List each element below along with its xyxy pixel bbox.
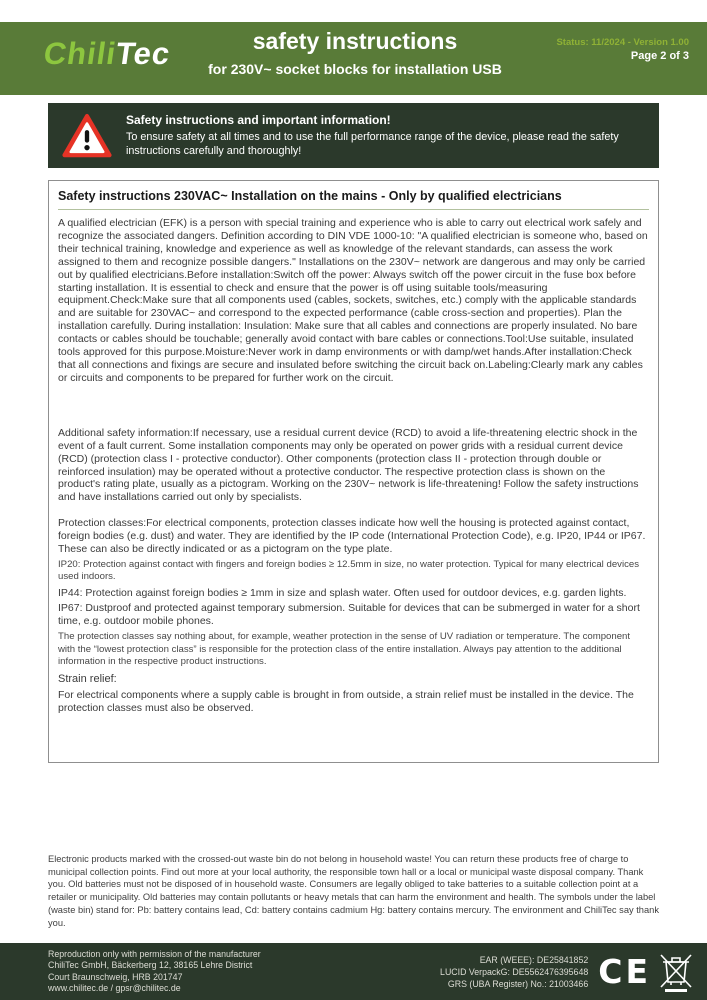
footer-bar <box>0 943 707 1000</box>
disposal-note: Electronic products marked with the crossed-out waste bin do not belong in household waste! You can return these products free of charge to municipal collection points. Find out more at your local authority, the responsible town hall or a local or municipal waste disposal company. Thank you. Old batteries must not be disposed of in household waste. Consumers are legally obliged to take batteries to a suitable collection point at a retailer or municipality. Old batteries may contain pollutants or heavy metals that can harm the environment and health. The symbols under the label (waste bin) stand for: Pb: battery contains lead, Cd: battery contains cadmium Hg: battery contains mercury. The environment and ChiliTec say thank you. <box>48 854 659 928</box>
page-number: Page 2 of 3 <box>630 50 689 62</box>
ip20-paragraph: IP20: Protection against contact with fingers and foreign bodies ≥ 12.5mm in size, no water protection. Typical for many electrical devices used indoors. <box>58 558 640 583</box>
logo-text-white: Tec <box>113 36 173 71</box>
chilitec-logo <box>42 38 173 69</box>
ce-mark-icon: CE <box>598 952 651 991</box>
registration-info <box>440 954 588 990</box>
strain-relief-paragraph: For electrical components where a supply cable is brought in from outside, a strain relief must be installed in the device. The protection classes must also be observed. <box>58 689 634 714</box>
safety-content-box <box>48 180 659 763</box>
manufacturer-info <box>48 949 261 995</box>
title-block <box>180 26 530 79</box>
header-bar <box>0 22 707 95</box>
strain-relief-label: Strain relief: <box>58 673 117 686</box>
logo-text-green: Chili <box>41 36 119 71</box>
heading-divider <box>58 209 649 210</box>
page-subtitle: for 230V~ socket blocks for installation USB <box>208 61 502 77</box>
protection-note-paragraph: The protection classes say nothing about, for example, weather protection in the sense of UV radiation or temperature. The component with the “lowest protection class” is responsible for the protection class of the entire installation. Always pay attention to the additional information in the respective product instructions. <box>58 631 631 667</box>
electrician-paragraph: A qualified electrician (EFK) is a person with special training and experience who is able to carry out electrical work safely and recognize the associated dangers. Definition according to DIN VDE 1000-10: "A qualified electrician is someone who, based on their technical training, knowledge and experience as well as knowledge of the relevant standards, can assess the work assigned to them and recognize possible dangers." Installations on the 230V~ network are dangerous and may only be carried out by qualified electricians.Before installation:Switch off the power: Always switch off the power circuit in the fuse box before starting installation. It is essential to check and ensure that the power is off using suitable tools/measuring equipment.Check:Make sure that all components used (cables, sockets, switches, etc.) comply with the applicable standards and are suitable for 230VAC~ and correspond to the expected performance (cable cross-section and properties). Plan the installation carefully. During installation: Insulation: Make sure that all cables and connections are properly insulated. No bare contacts or cables should be touchable; generally avoid contact with bare cables or connections.Tool:Use suitable, insulated tools approved for this purpose.Moisture:Never work in damp environments or with damp/wet hands.After installation:Check that all connections and fixings are secure and insulated before switching the circuit back on.Labeling:Clearly mark any cables or circuits and components to be prepared for further work on the circuit. <box>58 217 648 384</box>
ip67-paragraph: IP67: Dustproof and protected against temporary submersion. Suitable for devices that can be submerged in water for a short time, e.g. outdoor mobile phones. <box>58 602 640 628</box>
protection-classes-paragraph: Protection classes:For electrical components, protection classes indicate how well the housing is protected against contact, foreign bodies (e.g. dust) and water. They are identified by the IP code (International Protection Code), e.g. IP20, IP44 or IP67. These can also be directly indicated or as a pictogram on the type plate. <box>58 517 646 556</box>
footer-line-reproduction: Reproduction only with permission of the manufacturer <box>48 948 261 959</box>
certification-icons <box>598 950 693 994</box>
footer-line-ear: EAR (WEEE): DE25841852 <box>479 954 589 965</box>
weee-crossed-bin-icon <box>659 950 693 994</box>
footer-line-court: Court Braunschweig, HRB 201747 <box>48 971 183 982</box>
footer-line-company: ChiliTec GmbH, Bäckerberg 12, 38165 Lehre District <box>48 960 253 971</box>
page-title: safety instructions <box>252 28 458 54</box>
additional-safety-paragraph: Additional safety information:If necessary, use a residual current device (RCD) to avoid a life-threatening electric shock in the event of a fault current. Some installation components may only be operated on power grids with a residual current device (RCD) (protection class I - protective conductor). Other components (protection class II - protection through double or reinforced insulation) may be operated without a protective conductor. The respective protection class is shown on the product's rating plate, usually as a pictogram. Working on the 230V~ network is life-threatening! Follow the safety instructions and have installations carried out only by specialists. <box>58 426 639 504</box>
footer-line-grs: GRS (UBA Register) No.: 21003466 <box>447 978 589 989</box>
warning-banner <box>48 103 659 168</box>
warning-body: To ensure safety at all times and to use the full performance range of the device, please read the safety instructions carefully and thoroughly! <box>126 131 619 157</box>
warning-text <box>126 113 645 158</box>
ip44-paragraph: IP44: Protection against foreign bodies ≥ 1mm in size and splash water. Often used for outdoor devices, e.g. garden lights. <box>58 586 627 599</box>
footer-line-lucid: LUCID VerpackG: DE5562476395648 <box>440 966 589 977</box>
status-version-text: Status: 11/2024 - Version 1.00 <box>556 37 689 48</box>
warning-triangle-icon <box>62 113 112 159</box>
warning-title: Safety instructions and important information! <box>126 113 391 127</box>
status-block <box>556 36 689 64</box>
section-heading: Safety instructions 230VAC~ Installation on the mains - Only by qualified electricians <box>58 189 562 203</box>
footer-line-website: www.chilitec.de / gpsr@chilitec.de <box>48 982 181 993</box>
